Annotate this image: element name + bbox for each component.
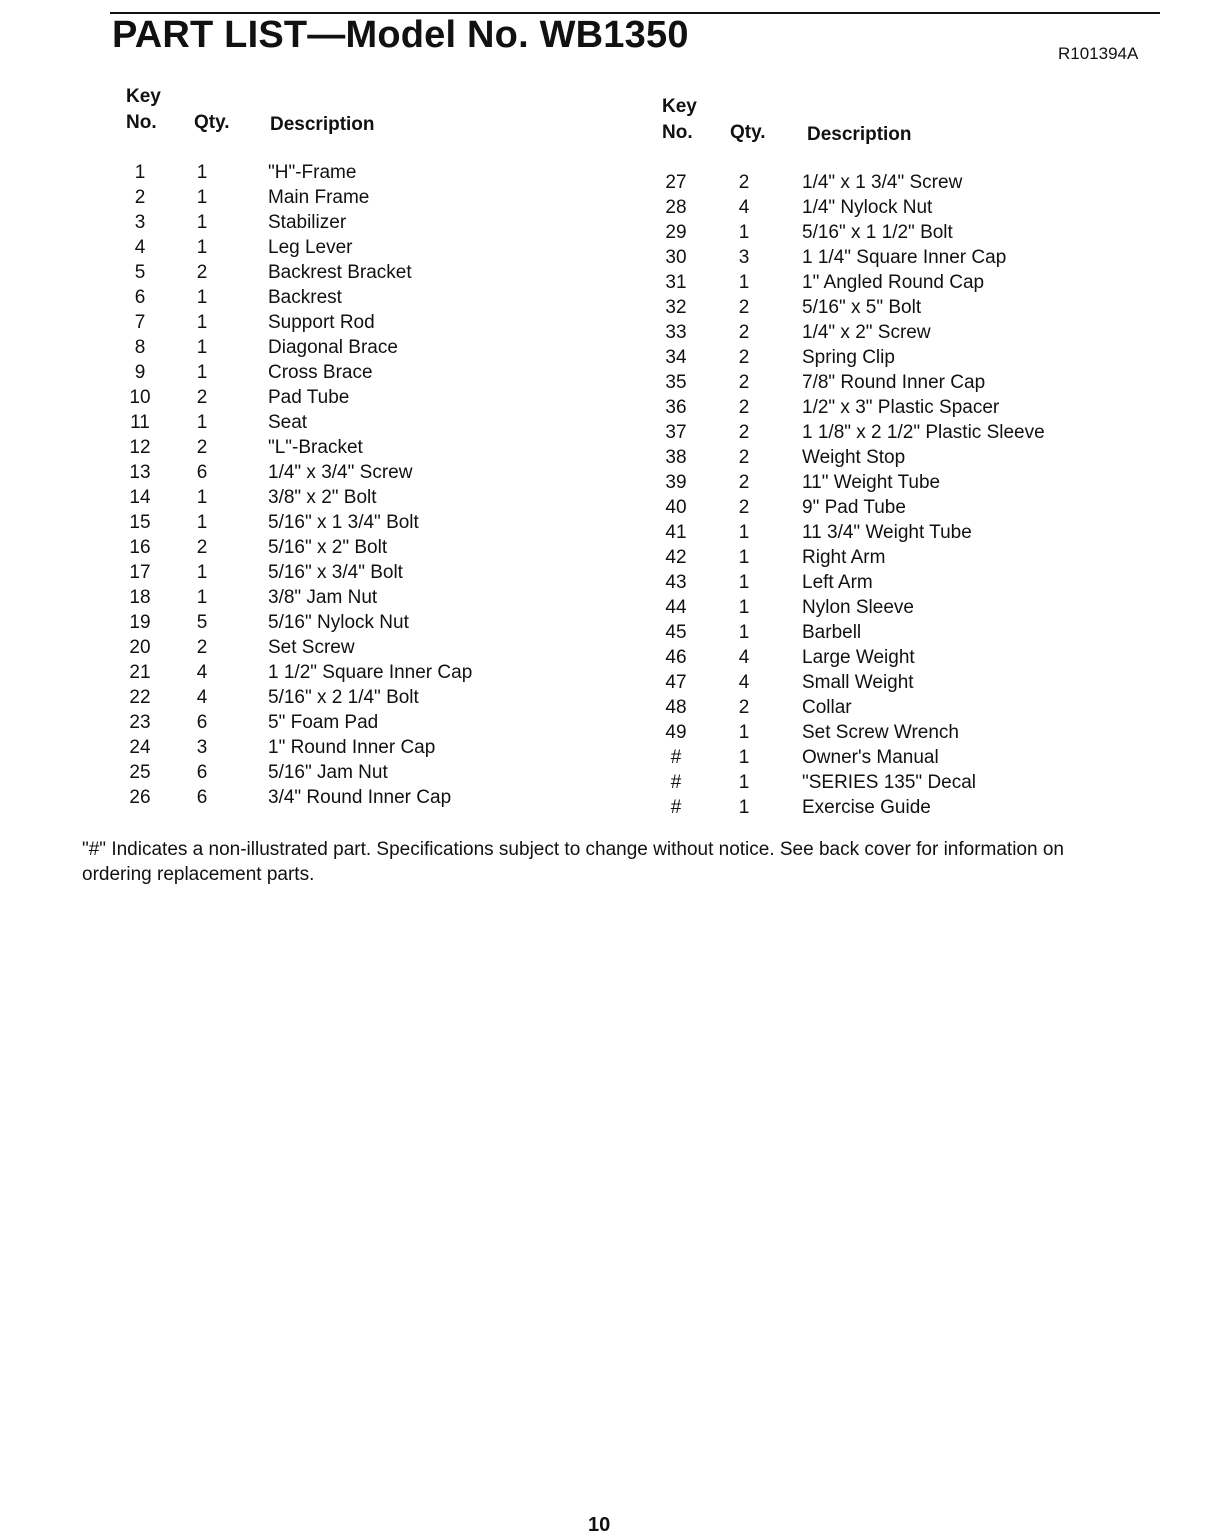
- key-header-line1: Key: [126, 86, 161, 107]
- part-key-number: 47: [665, 672, 687, 693]
- part-quantity: 2: [738, 372, 750, 393]
- part-row: [110, 410, 630, 435]
- part-quantity: 1: [196, 287, 208, 308]
- part-description: 5/16" Jam Nut: [268, 762, 388, 783]
- part-description: 1/4" x 3/4" Screw: [268, 462, 413, 483]
- part-quantity: 1: [738, 747, 750, 768]
- part-row: [650, 270, 1170, 295]
- part-row: [110, 185, 630, 210]
- part-description: Backrest Bracket: [268, 262, 412, 283]
- part-quantity: 3: [196, 737, 208, 758]
- part-row: [650, 345, 1170, 370]
- part-row: [650, 545, 1170, 570]
- parts-rows-right: [650, 170, 1170, 820]
- part-description: 1 1/2" Square Inner Cap: [268, 662, 473, 683]
- part-description: Nylon Sleeve: [802, 597, 914, 618]
- part-description: 11 3/4" Weight Tube: [802, 522, 972, 543]
- part-key-number: 10: [129, 387, 151, 408]
- part-key-number: 42: [665, 547, 687, 568]
- part-description: Diagonal Brace: [268, 337, 398, 358]
- part-key-number: 46: [665, 647, 687, 668]
- part-key-number: 22: [129, 687, 151, 708]
- part-key-number: 37: [665, 422, 687, 443]
- part-description: 3/8" Jam Nut: [268, 587, 378, 608]
- part-description: 5/16" x 2 1/4" Bolt: [268, 687, 419, 708]
- part-row: [650, 445, 1170, 470]
- key-header-line1: Key: [662, 96, 697, 117]
- part-description: Backrest: [268, 287, 342, 308]
- part-row: [650, 370, 1170, 395]
- part-row: [110, 760, 630, 785]
- part-key-number: 1: [134, 162, 146, 183]
- part-key-number: 44: [665, 597, 687, 618]
- part-description: 1/4" Nylock Nut: [802, 197, 933, 218]
- parts-column-right: [650, 96, 1170, 820]
- part-row: [110, 710, 630, 735]
- part-row: [110, 160, 630, 185]
- part-quantity: 4: [738, 197, 750, 218]
- part-row: [650, 595, 1170, 620]
- part-row: [650, 170, 1170, 195]
- part-description: 9" Pad Tube: [802, 497, 906, 518]
- part-description: Pad Tube: [268, 387, 350, 408]
- part-description: Set Screw: [268, 637, 355, 658]
- part-description: Left Arm: [802, 572, 873, 593]
- part-row: [110, 285, 630, 310]
- part-key-number: 4: [134, 237, 146, 258]
- part-quantity: 6: [196, 787, 208, 808]
- part-quantity: 1: [738, 272, 750, 293]
- part-description: Cross Brace: [268, 362, 373, 383]
- part-row: [110, 785, 630, 810]
- part-key-number: 43: [665, 572, 687, 593]
- part-quantity: 1: [196, 187, 208, 208]
- part-quantity: 1: [738, 797, 750, 818]
- part-description: 1" Round Inner Cap: [268, 737, 436, 758]
- column-header-left: [110, 86, 630, 160]
- part-row: [110, 585, 630, 610]
- part-quantity: 4: [196, 662, 208, 683]
- part-key-number: 28: [665, 197, 687, 218]
- page-number: 10: [588, 1514, 611, 1536]
- parts-column-left: [110, 86, 630, 810]
- part-quantity: 2: [196, 387, 208, 408]
- part-description: Exercise Guide: [802, 797, 931, 818]
- part-description: Support Rod: [268, 312, 375, 333]
- part-row: [650, 670, 1170, 695]
- part-key-number: 26: [129, 787, 151, 808]
- part-row: [110, 485, 630, 510]
- part-quantity: 1: [196, 312, 208, 333]
- part-description: 5/16" Nylock Nut: [268, 612, 409, 633]
- part-row: [110, 535, 630, 560]
- part-quantity: 1: [738, 597, 750, 618]
- part-key-number: 19: [129, 612, 151, 633]
- part-row: [650, 620, 1170, 645]
- part-quantity: 4: [738, 672, 750, 693]
- part-description: 1" Angled Round Cap: [802, 272, 985, 293]
- part-quantity: 2: [738, 497, 750, 518]
- part-quantity: 1: [738, 547, 750, 568]
- part-key-number: 35: [665, 372, 687, 393]
- part-quantity: 4: [196, 687, 208, 708]
- part-key-number: 30: [665, 247, 687, 268]
- part-quantity: 1: [196, 587, 208, 608]
- part-row: [110, 510, 630, 535]
- part-quantity: 1: [738, 772, 750, 793]
- part-row: [650, 745, 1170, 770]
- part-row: [650, 245, 1170, 270]
- part-quantity: 1: [196, 512, 208, 533]
- part-key-number: 48: [665, 697, 687, 718]
- part-key-number: 18: [129, 587, 151, 608]
- part-key-number: 25: [129, 762, 151, 783]
- part-description: Stabilizer: [268, 212, 347, 233]
- part-row: [110, 260, 630, 285]
- part-description: Collar: [802, 697, 852, 718]
- part-quantity: 1: [196, 337, 208, 358]
- part-quantity: 2: [738, 322, 750, 343]
- part-row: [110, 310, 630, 335]
- part-description: 1/2" x 3" Plastic Spacer: [802, 397, 1000, 418]
- part-quantity: 6: [196, 462, 208, 483]
- description-header: Description: [807, 124, 912, 145]
- part-key-number: 11: [130, 412, 150, 433]
- part-quantity: 2: [196, 437, 208, 458]
- part-quantity: 2: [196, 537, 208, 558]
- part-description: Main Frame: [268, 187, 370, 208]
- part-quantity: 1: [738, 572, 750, 593]
- part-key-number: 13: [129, 462, 151, 483]
- part-key-number: 15: [129, 512, 151, 533]
- part-quantity: 1: [738, 722, 750, 743]
- qty-header: Qty.: [730, 122, 766, 143]
- part-description: "H"-Frame: [268, 162, 357, 183]
- part-row: [650, 520, 1170, 545]
- part-key-number: 33: [665, 322, 687, 343]
- part-key-number: 40: [665, 497, 687, 518]
- part-row: [650, 770, 1170, 795]
- part-description: Set Screw Wrench: [802, 722, 959, 743]
- part-quantity: 2: [738, 472, 750, 493]
- part-key-number: 29: [665, 222, 687, 243]
- part-description: 7/8" Round Inner Cap: [802, 372, 986, 393]
- part-key-number: 3: [134, 212, 146, 233]
- part-description: 1/4" x 2" Screw: [802, 322, 931, 343]
- part-quantity: 1: [196, 562, 208, 583]
- part-description: 5/16" x 5" Bolt: [802, 297, 922, 318]
- part-key-number: 34: [665, 347, 687, 368]
- part-row: [110, 210, 630, 235]
- part-row: [110, 435, 630, 460]
- part-row: [650, 320, 1170, 345]
- part-description: 5" Foam Pad: [268, 712, 379, 733]
- part-row: [650, 795, 1170, 820]
- part-row: [110, 660, 630, 685]
- part-quantity: 6: [196, 712, 208, 733]
- part-row: [110, 610, 630, 635]
- part-description: 3/4" Round Inner Cap: [268, 787, 452, 808]
- part-row: [650, 720, 1170, 745]
- part-row: [110, 360, 630, 385]
- part-description: Seat: [268, 412, 308, 433]
- part-quantity: 5: [196, 612, 208, 633]
- footnote: "#" Indicates a non-illustrated part. Specifications subject to change without notice. See back cover for information on ordering replacement parts.: [82, 839, 1064, 885]
- part-row: [650, 195, 1170, 220]
- column-header-right: [650, 96, 1170, 170]
- part-description: 11" Weight Tube: [802, 472, 941, 493]
- part-key-number: 36: [665, 397, 687, 418]
- part-row: [650, 645, 1170, 670]
- document-code: R101394A: [1058, 44, 1139, 63]
- key-header-line2: No.: [126, 112, 157, 133]
- part-description: "L"-Bracket: [268, 437, 363, 458]
- part-key-number: 7: [134, 312, 146, 333]
- part-quantity: 1: [196, 362, 208, 383]
- part-key-number: 45: [665, 622, 687, 643]
- part-key-number: 5: [134, 262, 146, 283]
- part-key-number: 24: [129, 737, 151, 758]
- part-quantity: 1: [196, 237, 208, 258]
- part-description: 5/16" x 2" Bolt: [268, 537, 388, 558]
- part-key-number: #: [670, 772, 682, 793]
- part-row: [650, 470, 1170, 495]
- part-quantity: 4: [738, 647, 750, 668]
- part-key-number: 21: [129, 662, 151, 683]
- part-key-number: 31: [665, 272, 687, 293]
- part-row: [110, 335, 630, 360]
- part-description: Large Weight: [802, 647, 915, 668]
- qty-header: Qty.: [194, 112, 230, 133]
- part-key-number: 32: [665, 297, 687, 318]
- part-key-number: 6: [134, 287, 146, 308]
- part-description: Barbell: [802, 622, 862, 643]
- part-row: [110, 685, 630, 710]
- part-row: [650, 295, 1170, 320]
- part-description: Right Arm: [802, 547, 886, 568]
- part-description: Small Weight: [802, 672, 914, 693]
- part-key-number: 27: [665, 172, 687, 193]
- part-quantity: 6: [196, 762, 208, 783]
- part-key-number: 38: [665, 447, 687, 468]
- part-key-number: 8: [134, 337, 146, 358]
- part-description: Spring Clip: [802, 347, 895, 368]
- part-quantity: 2: [738, 397, 750, 418]
- part-quantity: 2: [738, 697, 750, 718]
- part-quantity: 2: [738, 297, 750, 318]
- part-row: [110, 385, 630, 410]
- part-quantity: 1: [738, 522, 750, 543]
- part-quantity: 1: [196, 412, 208, 433]
- part-quantity: 1: [196, 212, 208, 233]
- part-quantity: 2: [738, 422, 750, 443]
- part-description: 1 1/8" x 2 1/2" Plastic Sleeve: [802, 422, 1045, 443]
- part-key-number: 16: [129, 537, 151, 558]
- part-row: [110, 635, 630, 660]
- part-description: 5/16" x 1 3/4" Bolt: [268, 512, 419, 533]
- part-quantity: 2: [738, 347, 750, 368]
- part-key-number: #: [670, 747, 682, 768]
- part-quantity: 2: [738, 447, 750, 468]
- part-row: [650, 570, 1170, 595]
- part-row: [650, 695, 1170, 720]
- parts-rows-left: [110, 160, 630, 810]
- part-quantity: 1: [738, 622, 750, 643]
- part-description: 3/8" x 2" Bolt: [268, 487, 377, 508]
- part-quantity: 2: [738, 172, 750, 193]
- part-quantity: 2: [196, 262, 208, 283]
- part-row: [110, 235, 630, 260]
- part-row: [650, 495, 1170, 520]
- part-quantity: 1: [196, 162, 208, 183]
- part-key-number: 14: [129, 487, 151, 508]
- part-row: [110, 560, 630, 585]
- part-key-number: 39: [665, 472, 687, 493]
- part-key-number: #: [670, 797, 682, 818]
- part-row: [650, 220, 1170, 245]
- part-row: [650, 395, 1170, 420]
- part-row: [110, 460, 630, 485]
- part-description: 1 1/4" Square Inner Cap: [802, 247, 1007, 268]
- part-key-number: 23: [129, 712, 151, 733]
- part-description: 1/4" x 1 3/4" Screw: [802, 172, 963, 193]
- part-quantity: 1: [196, 487, 208, 508]
- part-row: [650, 420, 1170, 445]
- part-key-number: 49: [665, 722, 687, 743]
- part-description: "SERIES 135" Decal: [802, 772, 977, 793]
- part-key-number: 17: [129, 562, 151, 583]
- part-key-number: 9: [134, 362, 146, 383]
- page-title: PART LIST—Model No. WB1350: [112, 14, 689, 56]
- part-description: 5/16" x 3/4" Bolt: [268, 562, 403, 583]
- part-description: 5/16" x 1 1/2" Bolt: [802, 222, 953, 243]
- key-header-line2: No.: [662, 122, 693, 143]
- part-key-number: 41: [665, 522, 687, 543]
- part-description: Weight Stop: [802, 447, 906, 468]
- part-quantity: 2: [196, 637, 208, 658]
- description-header: Description: [270, 114, 375, 135]
- part-description: Leg Lever: [268, 237, 353, 258]
- part-key-number: 20: [129, 637, 151, 658]
- part-quantity: 1: [738, 222, 750, 243]
- part-key-number: 12: [129, 437, 151, 458]
- part-quantity: 3: [738, 247, 750, 268]
- part-row: [110, 735, 630, 760]
- part-key-number: 2: [134, 187, 146, 208]
- part-description: Owner's Manual: [802, 747, 939, 768]
